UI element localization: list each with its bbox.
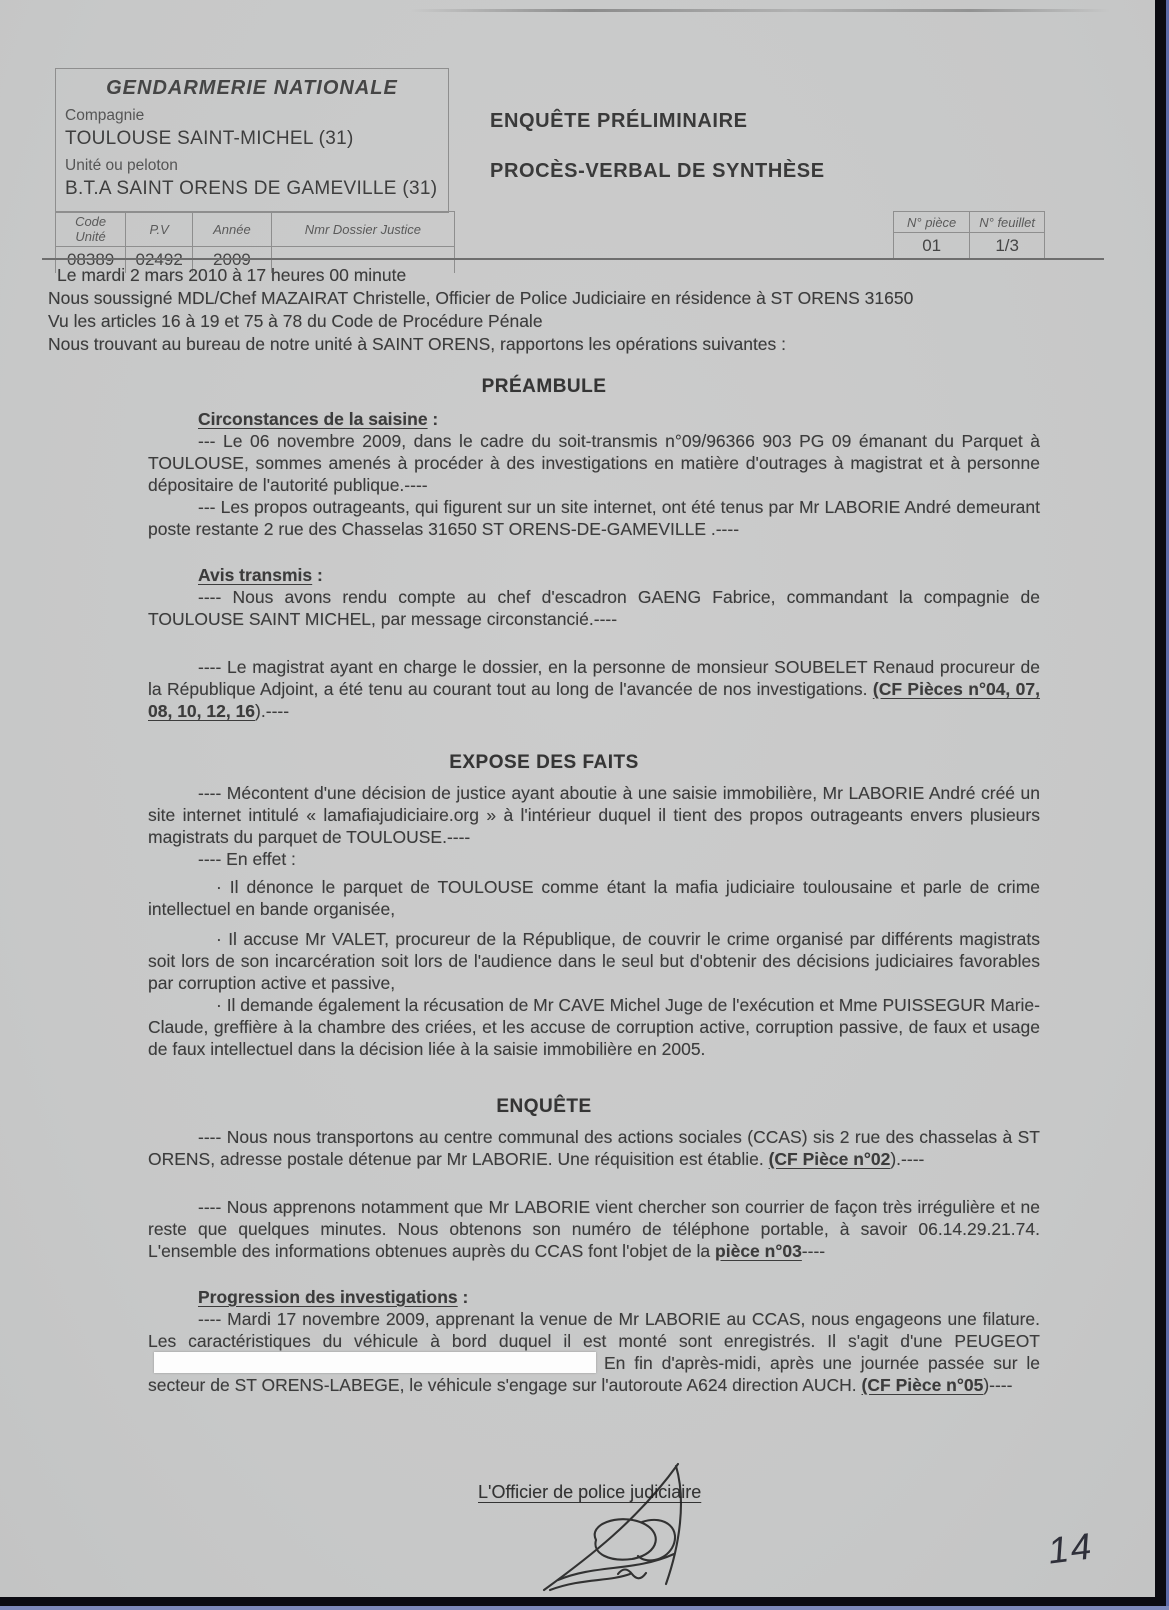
- doc-title-line1: ENQUÊTE PRÉLIMINAIRE: [490, 110, 748, 132]
- col-feuillet: N° feuillet: [970, 212, 1045, 233]
- unite-value: B.T.A SAINT ORENS DE GAMEVILLE (31): [65, 178, 438, 199]
- paragraph: --- Le 06 novembre 2009, dans le cadre du soit-transmis n°09/96366 903 PG 09 émanant du Parquet à TOULOUSE, sommes amenés à procéder à des investigations en matière d'outrages à magistrat et à personne dépositaire de l'autorité publique.----: [148, 431, 1040, 495]
- bullet-item: · Il accuse Mr VALET, procureur de la République, de couvrir le crime organisé par différents magistrats soit lors de son incarcération soit lors de l'audience dans le seul but d'obtenir des décisions judiciaires favorables par corruption active et passive,: [148, 929, 1040, 993]
- paragraph: ---- Nous avons rendu compte au chef d'escadron GAENG Fabrice, commandant la compagnie de TOULOUSE SAINT MICHEL, par message circonstancié.----: [148, 587, 1040, 629]
- handwritten-signature: [530, 1462, 780, 1597]
- enquete-section: [148, 1126, 1040, 1396]
- intro-block: [48, 264, 1040, 356]
- col-annee: Année: [193, 212, 272, 247]
- intro-line: Vu les articles 16 à 19 et 75 à 78 du Code de Procédure Pénale: [48, 311, 543, 331]
- header-divider: [42, 258, 1104, 260]
- table-header-row: [894, 212, 1045, 233]
- section-heading-wrap: [48, 376, 1040, 398]
- piece-reference: pièce n°03: [715, 1241, 802, 1261]
- paragraph: ---- Mardi 17 novembre 2009, apprenant la venue de Mr LABORIE au CCAS, nous engageons une filature. Les caractéristiques du véhicule à bord duquel il est monté sont enregistrés. Il s'agit d'une PEUGEOTEn fin d'après-midi, après une journée passée sur le secteur de ST ORENS-LABEGE, le véhicule s'engage sur l'autoroute A624 direction AUCH. (CF Pièce n°05)----: [148, 1309, 1040, 1395]
- piece-value: 01: [894, 233, 970, 260]
- piece-reference: (CF Pièces n°04, 07, 08, 10, 12, 16: [148, 679, 1040, 721]
- col-piece: N° pièce: [894, 212, 970, 233]
- officer-signature-label: L'Officier de police judiciaire: [478, 1482, 702, 1502]
- preambule-heading: PRÉAMBULE: [481, 376, 607, 397]
- expose-section: [148, 782, 1040, 1060]
- paragraph: ---- Mécontent d'une décision de justice ayant aboutie à une saisie immobilière, Mr LABORIE André créé un site internet intitulé « lamafiajudiciaire.org » à l'intérieur duquel il tient des propos outrageants envers plusieurs magistrats du parquet de TOULOUSE.----: [148, 783, 1040, 847]
- paragraph: ---- Nous nous transportons au centre communal des actions sociales (CCAS) sis 2 rue des chasselas à ST ORENS, adresse postale détenue par Mr LABORIE. Une réquisition est établie. (CF Pièce n°02).----: [148, 1127, 1040, 1169]
- scan-artifact: [410, 9, 1110, 12]
- intro-line: Nous soussigné MDL/Chef MAZAIRAT Christelle, Officier de Police Judiciaire en résidence à ST ORENS 31650: [48, 288, 914, 308]
- avis-subheading: Avis transmis :: [198, 565, 323, 585]
- compagnie-value: TOULOUSE SAINT-MICHEL (31): [65, 128, 354, 149]
- intro-line: Nous trouvant au bureau de notre unité à SAINT ORENS, rapportons les opérations suivantes :: [48, 334, 787, 354]
- scan-edge: [0, 1606, 1169, 1610]
- table-value-row: [894, 233, 1045, 260]
- document-body: [0, 264, 1155, 1396]
- table-header-row: [56, 212, 455, 247]
- bullet-item: · Il dénonce le parquet de TOULOUSE comme étant la mafia judiciaire toulousaine et parle de crime intellectuel en bande organisée,: [148, 877, 1040, 919]
- intro-line: Le mardi 2 mars 2010 à 17 heures 00 minute: [57, 265, 407, 285]
- paragraph: ---- Nous apprenons notamment que Mr LABORIE vient chercher son courrier de façon très irrégulière et ne reste que quelques minutes. Nous obtenons son numéro de téléphone portable, à savoir 06.14.29.21.74. L'ensemble des informations obtenues auprès du CCAS font l'objet de la pièce n°03----: [148, 1197, 1040, 1261]
- piece-reference-table: [893, 211, 1045, 259]
- enquete-heading: ENQUÊTE: [496, 1096, 592, 1117]
- compagnie-label: Compagnie: [65, 107, 145, 124]
- paragraph: ---- En effet :: [198, 849, 296, 869]
- col-pv: P.V: [126, 212, 193, 247]
- saisine-subheading: Circonstances de la saisine :: [198, 409, 439, 429]
- section-heading-wrap: [48, 752, 1040, 774]
- piece-reference: (CF Pièce n°02: [768, 1149, 891, 1169]
- piece-reference: (CF Pièce n°05: [861, 1375, 984, 1395]
- col-code-unite: Code Unité: [56, 212, 126, 247]
- org-title: GENDARMERIE NATIONALE: [106, 77, 398, 99]
- unite-label: Unité ou peloton: [65, 157, 178, 174]
- feuillet-value: 1/3: [970, 233, 1045, 260]
- section-heading-wrap: [48, 1096, 1040, 1118]
- doc-title-line2: PROCÈS-VERBAL DE SYNTHÈSE: [490, 160, 825, 182]
- paragraph: --- Les propos outrageants, qui figurent sur un site internet, ont été tenus par Mr LABORIE André demeurant poste restante 2 rue des Chasselas 31650 ST ORENS-DE-GAMEVILLE .----: [148, 497, 1040, 539]
- gendarmerie-header-box: [55, 68, 449, 213]
- progression-subheading: Progression des investigations :: [198, 1287, 469, 1307]
- paragraph: ---- Le magistrat ayant en charge le dossier, en la personne de monsieur SOUBELET Renaud procureur de la République Adjoint, a été tenu au courant tout au long de l'avancée de nos investigations. (CF Pièces n°04, 07, 08, 10, 12, 16).----: [148, 657, 1040, 721]
- expose-heading: EXPOSE DES FAITS: [449, 752, 639, 773]
- col-dossier: Nmr Dossier Justice: [271, 212, 454, 247]
- redaction-box: [154, 1352, 596, 1373]
- bullet-item: · Il demande également la récusation de Mr CAVE Michel Juge de l'exécution et Mme PUISSEGUR Marie-Claude, greffière à la chambre des criées, et les accuse de corruption active, corruption passive, de faux et usage de faux intellectuel dans la décision liée à la saisie immobilière en 2005.: [148, 995, 1040, 1059]
- handwritten-page-number: 14: [1045, 1525, 1096, 1572]
- preambule-section: [148, 408, 1040, 722]
